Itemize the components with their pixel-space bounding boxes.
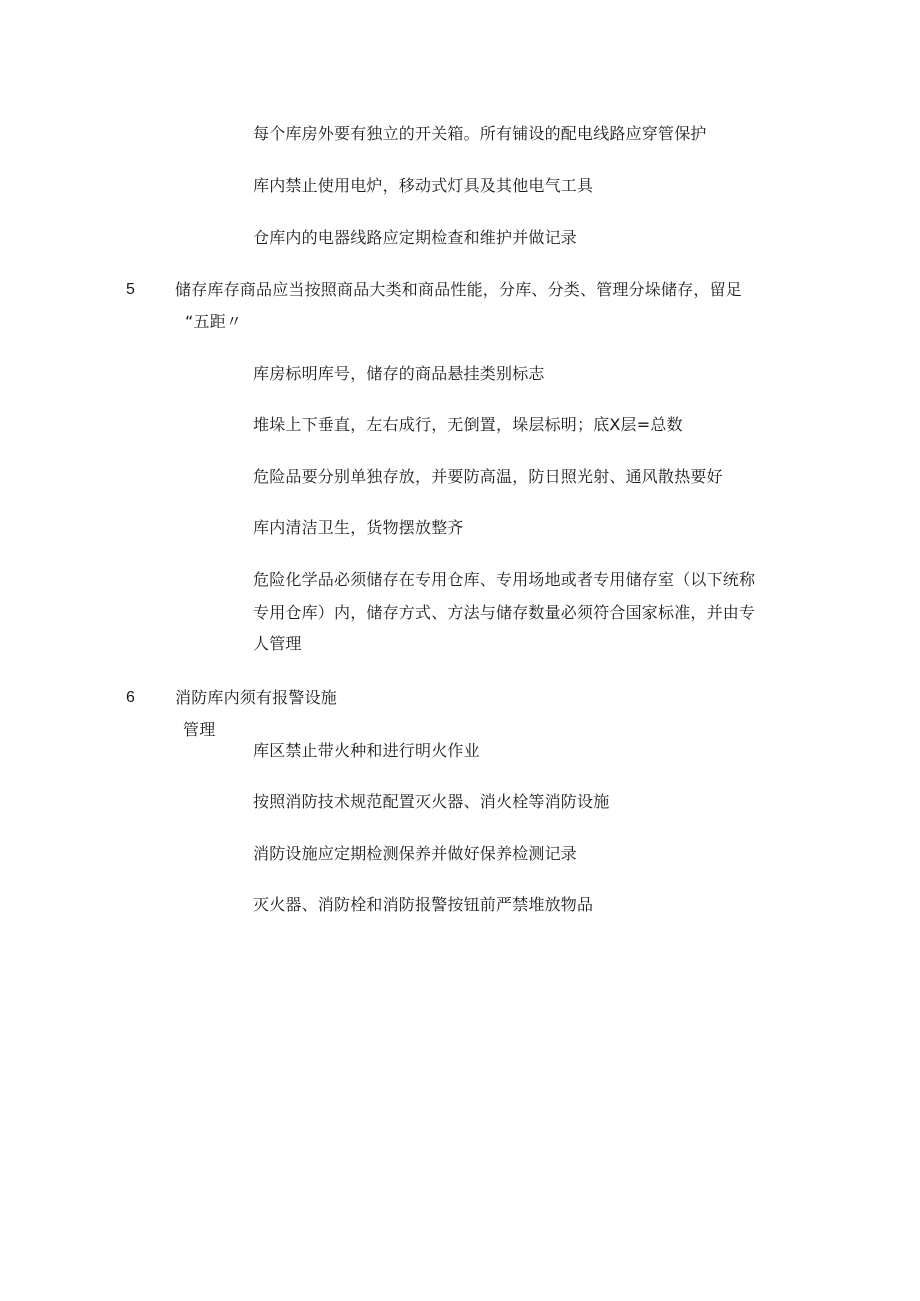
section-heading: 储存库存商品应当按照商品大类和商品性能，分库、分类、管理分垛储存，留足 bbox=[175, 280, 743, 299]
list-item: 每个库房外要有独立的开关箱。所有铺设的配电线路应穿管保护 bbox=[253, 124, 707, 143]
list-item: 仓库内的电器线路应定期检查和维护并做记录 bbox=[253, 228, 578, 247]
list-item: 库内禁止使用电炉，移动式灯具及其他电气工具 bbox=[253, 176, 594, 195]
list-item-line: 危险化学品必须储存在专用仓库、专用场地或者专用储存室（以下统称 bbox=[253, 570, 756, 589]
list-item: 库内清洁卫生，货物摆放整齐 bbox=[253, 518, 464, 537]
list-item: 按照消防技术规范配置灭火器、消火栓等消防设施 bbox=[253, 792, 610, 811]
list-item-line: 人管理 bbox=[253, 634, 302, 653]
list-item: 堆垛上下垂直，左右成行，无倒置，垛层标明；底X层=总数 bbox=[253, 415, 683, 434]
section-heading-continued: “五距〃 bbox=[185, 312, 243, 331]
section-heading: 消防库内须有报警设施 bbox=[175, 688, 338, 707]
list-item: 危险品要分别单独存放，并要防高温，防日照光射、通风散热要好 bbox=[253, 467, 723, 486]
list-item: 库区禁止带火种和进行明火作业 bbox=[253, 741, 480, 760]
list-item: 库房标明库号，储存的商品悬挂类别标志 bbox=[253, 364, 545, 383]
section-number: 5 bbox=[126, 281, 135, 298]
list-item: 灭火器、消防栓和消防报警按钮前严禁堆放物品 bbox=[253, 895, 594, 914]
section-number: 6 bbox=[126, 689, 135, 706]
list-item: 消防设施应定期检测保养并做好保养检测记录 bbox=[253, 844, 578, 863]
list-item-line: 专用仓库）内，储存方式、方法与储存数量必须符合国家标准，并由专 bbox=[253, 603, 756, 622]
section-label: 管理 bbox=[183, 720, 216, 739]
